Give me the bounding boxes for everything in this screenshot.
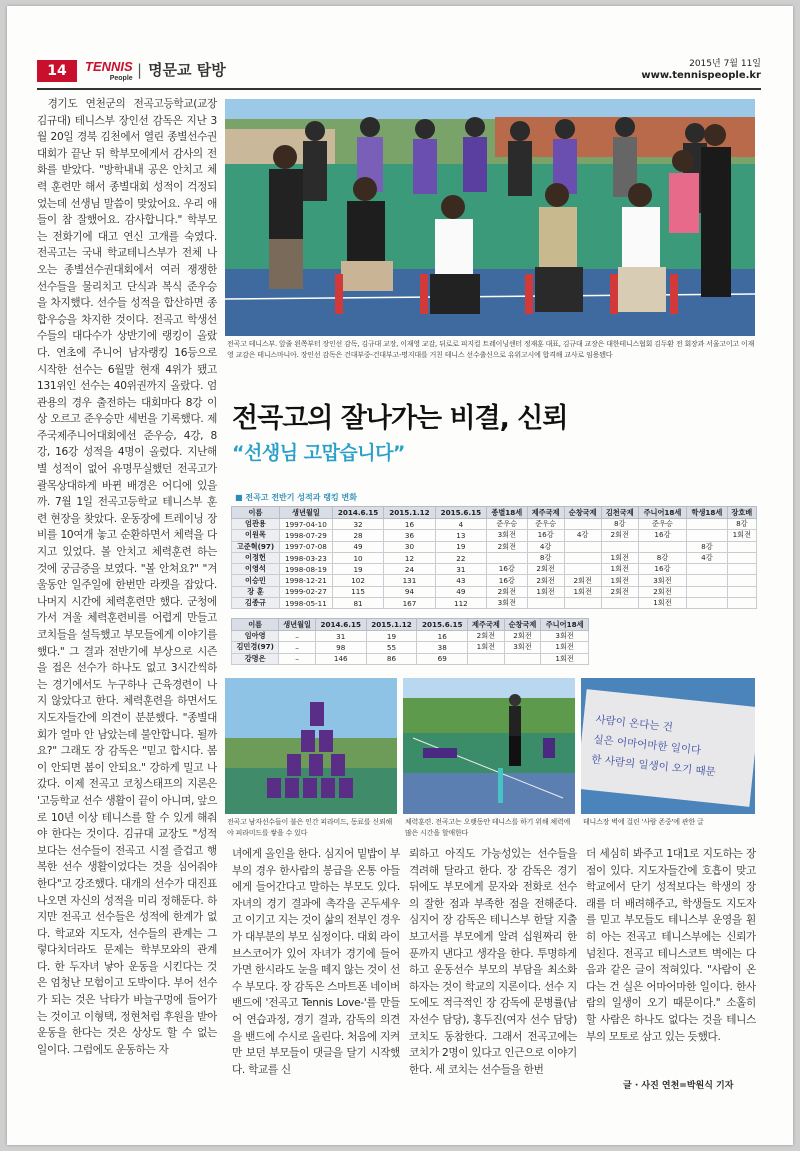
player-name-cell: 강명은 [232,653,279,664]
table-cell: 98 [315,642,366,653]
table-row [232,564,757,575]
table-header-cell: 생년월일 [279,619,316,631]
table-cell [687,530,728,541]
table-cell [687,586,728,597]
table-header-cell: 2015.6.15 [435,507,486,519]
table-cell: 2회전 [504,631,541,642]
table-cell: 4강 [687,552,728,563]
table-row [232,653,589,664]
table-cell [727,586,756,597]
issue-date: 2015년 7월 11일 [689,59,761,69]
table-cell [687,519,728,530]
player-name-cell: 김민경(97) [232,642,279,653]
player-name-cell: 장 훈 [232,586,280,597]
table-cell: 1회전 [541,642,589,653]
table-cell: 31 [435,564,486,575]
table-cell: 19 [332,564,383,575]
wall-photo-caption: 테니스장 벽에 걸린 '사람 존중'에 관한 글 [583,818,704,826]
table-cell: 55 [366,642,417,653]
table-cell: 2회전 [527,575,564,586]
table-cell: 1회전 [727,530,756,541]
training-photo-caption: 체력훈련. 전곡고는 오랫동안 테니스를 하기 위해 체력에 많은 시간을 할애한다 [405,818,571,837]
table-cell: 69 [417,653,468,664]
table-cell: 36 [384,530,435,541]
article-byline: 글 · 사진 연천=박원식 기자 [623,1081,734,1091]
wall-message-photo [581,678,755,814]
table-header-cell: 이름 [232,619,279,631]
table-header-cell: 장호배 [727,507,756,519]
table-cell [504,653,541,664]
table-cell: 2회전 [527,564,564,575]
table-cell: 13 [435,530,486,541]
table-cell: 1997-04-10 [279,519,332,530]
table-cell: 30 [384,541,435,552]
table-cell: 16강 [638,564,686,575]
team-photo [225,99,755,336]
table-cell: 4강 [564,530,601,541]
table-cell: 2회전 [487,541,528,552]
table-cell: 16강 [487,575,528,586]
table-cell: 8강 [638,552,686,563]
table-cell: 16강 [638,530,686,541]
table-cell: 1998-12-21 [279,575,332,586]
table-cell: 16 [417,631,468,642]
page-header [37,60,761,90]
table-cell: 81 [332,598,383,609]
table-cell: 2회전 [601,586,638,597]
table-row [232,575,757,586]
table-cell: 4강 [527,541,564,552]
table-cell: 112 [435,598,486,609]
results-table-girls [231,618,589,665]
table-header-cell: 주니어18세 [638,507,686,519]
table-cell: 146 [315,653,366,664]
table-row [232,586,757,597]
table-cell: 4 [435,519,486,530]
table-header-cell: 2014.6.15 [315,619,366,631]
page-number: 14 [37,60,77,82]
table-title: ■ 전곡고 전반기 성적과 랭킹 변화 [235,492,357,503]
table-cell: 3회전 [638,575,686,586]
table-cell: 1회전 [638,598,686,609]
table-cell: 12 [384,552,435,563]
table-cell: 131 [384,575,435,586]
table-cell: 준우승 [638,519,686,530]
table-cell: 22 [435,552,486,563]
table-cell: 1회전 [468,642,505,653]
player-name-cell: 이영석 [232,564,280,575]
table-cell: 28 [332,530,383,541]
table-cell [564,552,601,563]
player-name-cell: 김종규 [232,598,280,609]
table-cell [601,598,638,609]
table-header-cell: 제주국제 [468,619,505,631]
table-cell: 16 [384,519,435,530]
table-cell: 43 [435,575,486,586]
table-cell: 1998-05-11 [279,598,332,609]
table-cell [687,564,728,575]
table-cell: 49 [332,541,383,552]
table-cell [564,541,601,552]
results-table [231,506,757,609]
team-photo-caption: 전곡고 테니스부. 앞줄 왼쪽부터 장인선 감독, 김규대 교장, 이재영 교감, 뒤로로 피지컬 트레이닝센터 정재훈 대표, 김규대 교장은 대한테니스협회 김두환 전 회장과 서울고이고 이재영 교감은 테니스마니아. 장인선 감독은 건대부중-건대부고-명지대를 거친 테니스 선수출신으로 유위고시에 합격해 교사로 임용됐다 [227,340,755,359]
table-cell [564,519,601,530]
table-cell: 16강 [487,564,528,575]
table-header-cell: 제주국제 [527,507,564,519]
article-subhead: “선생님 고맙습니다” [232,442,405,464]
table-header-cell: 이름 [232,507,280,519]
table-cell: – [279,631,316,642]
table-cell: 38 [417,642,468,653]
table-row [232,541,757,552]
article-column-1: 경기도 연천군의 전곡고등학교(교장 김규대) 테니스부 장인선 감독은 지난 3월 20일 경북 김천에서 열린 종별선수권대회가 끝난 뒤 학부모에게서 감사의 전화를 받았다. "방학내내 공은 안치고 체력 훈련만 해서 종별대회 성적이 걱정되었는데 선생님 말씀이 맞았어요. 우리 애들이 참 잘했어요. 감사합니다." 학부모는 전화기에 대고 연신 고개를 숙였다. 전곡고는 국내 학교테니스부가 전체 나오는 종별선수권대회에서 여러 쟁쟁한 선수들을 물리치고 단식과 복식 준우승을 차지했다. 선수들 성적을 합산하면 종합우승을 차지한 것이다. 전곡고 학생선수들의 대다수가 상반기에 랭킹이 올랐다. 연초에 주니어 남자랭킹 16등으로 시작한 선수는 6월말 현재 4위가 됐고 131위인 선수는 40위권까지 올랐다. 엄관용의 경우 출전하는 대회마다 8강 이상 오르고 준우승만 세번을 기록했다. 제주국제주니어대회에선 준우승, 4강, 8강, 16강 성적을 4명이 올렸다. 지난해 별 성적이 없어 유명무실했던 전곡고가 괄목상대하게 바뀐 배경은 어디에 있을까. 7월 1일 전곡고등학교 테니스부 훈련 현장을 찾았다. 운동장에 트레이닝 장비를 10여개 놓고 순환하면서 체력을 다지고 있었다. 볼 안치고 체력훈련 하는 것에 궁금증을 보였다. "볼 안쳐요?" "겨울동안 일주일에 한번만 라켓을 잡았다. 나머지 시간에 체력훈련만 했다. 군청에 가서 겨울 체력훈련비를 어렵게 만들고 코치들을 설득했고 부모들에게 이야기를 했다." 그 결과 전반기에 부상으로 시즌을 접은 선수가 하나도 없고 3시간씩하는 경기에서도 누구하나 근육경련이 나지 않았다고 한다. 체력훈련을 하면서도 지도자들간에 의견이 분분했다. "종별대회가 얼마 안 남았는데 불안합니다. 될까요?" 그래도 장 감독은 "믿고 합시다. 봄이 안되면 봄이 안되요." 강하게 밀고 나갔다. 이제 전곡고 코칭스태프의 지론은 '고등학교 선수 생활이 끝이 아니며, 앞으로 10년 이상 테니스를 할 수 있게 해줘야 한다는 것이다. 김규대 교장도 "성적보다는 선수들이 전곡고 시절 즐겁고 행복한 선수 생활이었다는 것을 심어줘야 한다"고 강조했다. 대개의 선수가 대진표 나오면 자신의 성적을 미리 정해둔다. 하지만 전곡고 선수들은 성적에 한계가 없다. 학교와 지도자, 선수들의 관계는 그렇다치더라도 문제는 학부모와의 관계다. 한 두자녀 낳아 운동을 시킨다는 것은 엄청난 모험이고 도박이다. 부어 선수가 되는 것은 낙타가 바늘구멍에 들어가는 것이고 이형택, 정현처럼 후원을 받아 운동을 한다는 것은 상상도 할 수 없는 일이다. 그럼에도 운동하는 자 [37,98,217,1056]
table-cell: 94 [384,586,435,597]
table-cell: 167 [384,598,435,609]
table-header-cell: 생년월일 [279,507,332,519]
table-cell [564,598,601,609]
table-cell: 2회전 [601,530,638,541]
table-cell [727,541,756,552]
table-cell: 1회전 [601,575,638,586]
player-name-cell: 고준혁(97) [232,541,280,552]
table-cell: 1999-02-27 [279,586,332,597]
table-cell: 2회전 [564,575,601,586]
website-url: www.tennispeople.kr [641,70,761,81]
player-name-cell: 이정헌 [232,552,280,563]
table-cell [527,598,564,609]
table-cell: 19 [435,541,486,552]
table-header-cell: 순창국제 [564,507,601,519]
pyramid-photo [225,678,397,814]
player-name-cell: 엄관용 [232,519,280,530]
table-cell: – [279,653,316,664]
table-cell [687,575,728,586]
table-cell [727,552,756,563]
table-cell: 31 [315,631,366,642]
table-cell: 3회전 [487,598,528,609]
newspaper-page [7,6,793,1145]
table-cell [687,598,728,609]
table-row [232,598,757,609]
table-cell: 1998-07-29 [279,530,332,541]
article-column-3: 뢰하고 아직도 가능성있는 선수들을 격려해 달라고 한다. 장 감독은 경기 뒤에도 부모에게 문자와 전화로 선수의 잘한 점과 부족한 점을 전해준다. 심지어 장 감독은 테니스부 한달 지출보고서를 부모에게 알려 십원짜리 한푼까지 낸다고 생각을 한다. 투명하게 하고 운동선수 부모의 부담을 최소화하자는 것이 학교의 지론이다. 선수 지도에도 적극적인 장 감독에 문병률(남자선수 담당), 홍두진(여자 선수 담당) 코치도 동참한다. 그래서 전곡고에는 코치가 2명이 있다고 인근으로 이야기한다. 세 코치는 선수들을 한번 [409,848,577,1076]
table-cell: 1회전 [541,653,589,664]
table-header-cell: 학생18세 [687,507,728,519]
table-header-cell: 2014.6.15 [332,507,383,519]
section-title: | 명문교 탐방 [137,59,226,80]
table-cell: 2회전 [468,631,505,642]
table-cell: 1회전 [564,586,601,597]
table-cell: 49 [435,586,486,597]
player-name-cell: 이원목 [232,530,280,541]
table-cell: 3회전 [504,642,541,653]
table-cell [727,575,756,586]
table-row [232,642,589,653]
table-cell [564,564,601,575]
table-cell: 10 [332,552,383,563]
table-cell: 24 [384,564,435,575]
table-cell [727,598,756,609]
table-row [232,552,757,563]
table-row [232,631,589,642]
player-name-cell: 임아영 [232,631,279,642]
table-cell: 3회전 [487,530,528,541]
table-cell: 1998-08-19 [279,564,332,575]
table-header-cell: 종별18세 [487,507,528,519]
article-column-4: 더 세심히 봐주고 1대1로 지도하는 장점이 있다. 지도자들간에 호흡이 맞고 학교에서 단기 성적보다는 학생의 장래를 더 배려해주고, 학생들도 지도자를 믿고 부모들도 테니스부 운영을 훤히 아는 전곡고 테니스부에는 신뢰가 넘친다. 전곡고 테니스코트 벽에는 다음과 같은 글이 적혀있다. "사람이 온다는 건 실은 어마어마한 일이다. 한사람의 일생이 오기 때문이다." 소홀히 할 사람은 하나도 없다는 것을 테니스부의 모토로 삼고 있는 듯했다. [586,848,756,1043]
pyramid-photo-caption: 전곡고 남자선수들이 불은 인간 피라미드, 동료를 신뢰해야 피라미드를 쌓을 수 있다 [227,818,393,837]
table-cell [468,653,505,664]
article-headline: 전곡고의 잘나가는 비결, 신뢰 [232,403,568,434]
table-cell [601,541,638,552]
table-header-cell: 순창국제 [504,619,541,631]
table-cell: 1회전 [601,552,638,563]
table-header-cell: 2015.1.12 [384,507,435,519]
table-cell: 1998-03-23 [279,552,332,563]
table-header-cell: 주니어18세 [541,619,589,631]
table-cell: 2회전 [638,586,686,597]
issue-date-block [641,58,761,82]
training-photo [403,678,575,814]
table-cell [727,564,756,575]
table-cell: – [279,642,316,653]
player-name-cell: 이승민 [232,575,280,586]
table-cell: 1회전 [601,564,638,575]
table-cell: 8강 [687,541,728,552]
table-cell: 32 [332,519,383,530]
table-cell: 2회전 [487,586,528,597]
table-cell: 준우승 [487,519,528,530]
table-cell: 3회전 [541,631,589,642]
table-header-cell: 2015.1.12 [366,619,417,631]
publication-logo: TENNIS People [85,59,133,82]
article-column-2: 녀에게 올인을 한다. 심지어 밑밥이 부부의 경우 한사람의 봉급을 온통 아들에게 들어간다고 말하는 부모도 있다. 자녀의 경기 결과에 촉각을 곤두세우고 이기고 지는 것이 삶의 전부인 경우가 대부분의 부모 심정이다. 대회 라이브스코어가 있어 자녀가 경기에 들어가면 한시라도 눈을 떼지 않는 것이 선수 부모다. 장 감독은 스마트폰 네이버밴드에 '전곡고 Tennis Love-'를 만들어 연습과정, 경기 결과, 감독의 의견을 밴드에 수시로 올린다. 처음에 지켜만 보던 부모들이 댓글을 달기 시작했다. 학교를 신 [232,848,400,1076]
table-cell: 8강 [727,519,756,530]
table-header-cell: 2015.6.15 [417,619,468,631]
table-cell: 준우승 [527,519,564,530]
table-cell: 19 [366,631,417,642]
table-row [232,530,757,541]
table-cell: 86 [366,653,417,664]
table-cell: 1997-07-08 [279,541,332,552]
table-cell: 8강 [527,552,564,563]
table-cell [638,541,686,552]
table-header-row [232,507,757,519]
table-header-cell: 김천국제 [601,507,638,519]
table-cell: 1회전 [527,586,564,597]
table-cell: 102 [332,575,383,586]
table-cell: 8강 [601,519,638,530]
table-header-row [232,619,589,631]
table-cell: 16강 [527,530,564,541]
table-cell: 115 [332,586,383,597]
table-row [232,519,757,530]
table-cell [487,552,528,563]
wall-message-text: 사람이 온다는 건 실은 어마어마한 일이다 한 사람의 일생이 오기 때문 [590,713,717,779]
